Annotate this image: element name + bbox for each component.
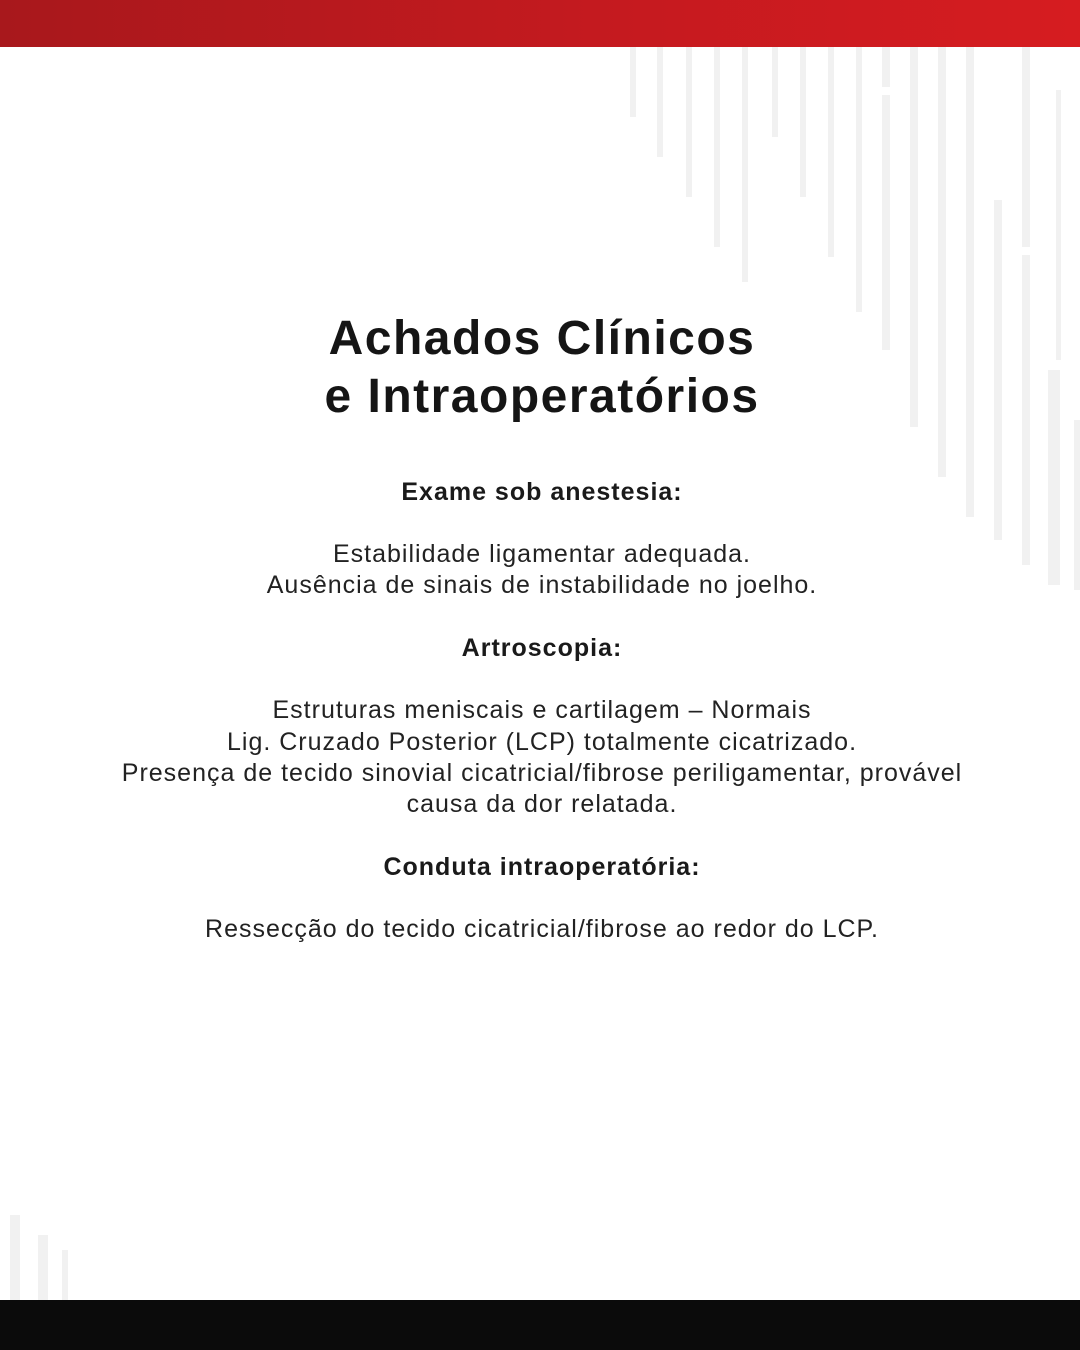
bottom-dark-bar bbox=[0, 1300, 1080, 1350]
arthroscopy-line-2: Lig. Cruzado Posterior (LCP) totalmente cicatrizado. bbox=[226, 728, 858, 756]
arthroscopy-line-3: Presença de tecido sinovial cicatricial/fibrose periligamentar, provável bbox=[121, 759, 963, 787]
exam-line-2: Ausência de sinais de instabilidade no joelho. bbox=[266, 571, 818, 599]
section-heading-arthroscopy: Artroscopia: bbox=[461, 634, 623, 662]
page-title-line-2: e Intraoperatórios bbox=[324, 370, 760, 423]
section-heading-conduct: Conduta intraoperatória: bbox=[383, 853, 701, 881]
section-heading-exam: Exame sob anestesia: bbox=[401, 478, 683, 506]
top-red-bar bbox=[0, 0, 1080, 47]
conduct-line-1: Ressecção do tecido cicatricial/fibrose ao redor do LCP. bbox=[205, 915, 879, 943]
exam-line-1: Estabilidade ligamentar adequada. bbox=[333, 540, 751, 568]
page-title-line-1: Achados Clínicos bbox=[328, 312, 756, 365]
arthroscopy-line-1: Estruturas meniscais e cartilagem – Normais bbox=[272, 696, 812, 724]
arthroscopy-line-4: causa da dor relatada. bbox=[406, 790, 678, 818]
